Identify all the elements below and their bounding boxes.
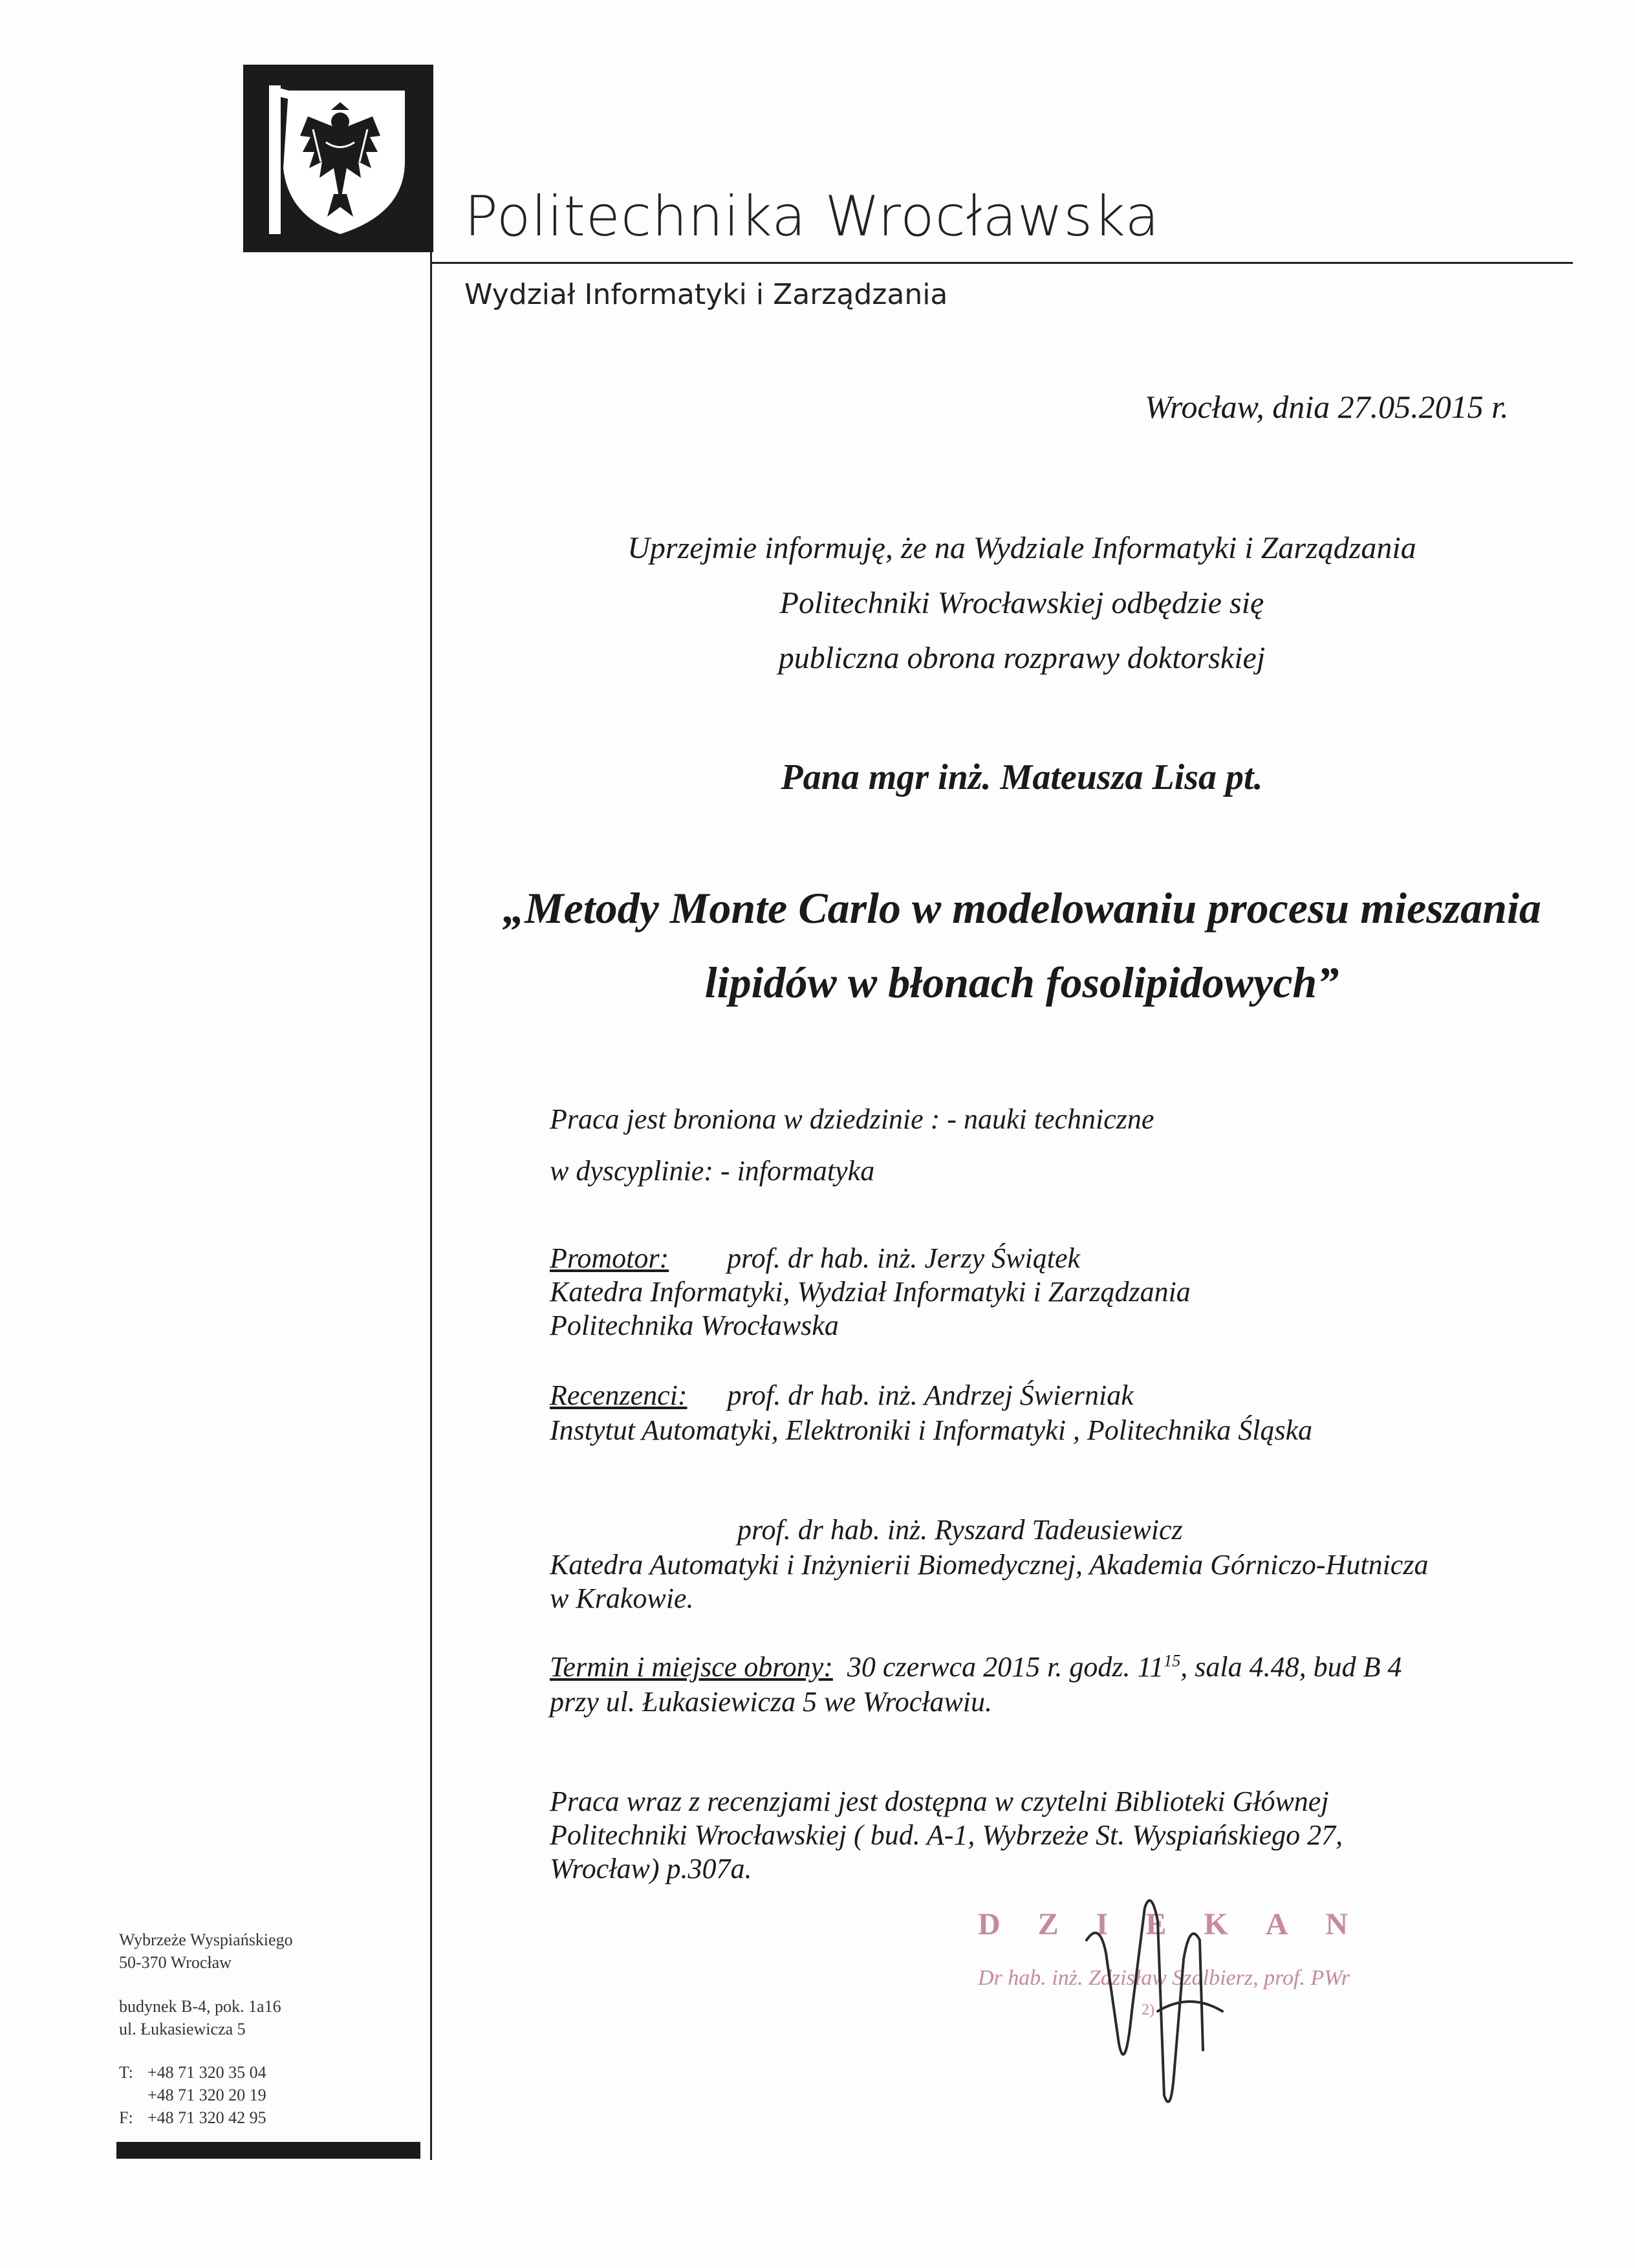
- reviewer-1-unit: Instytut Automatyki, Elektroniki i Informatyki , Politechnika Śląska: [550, 1414, 1313, 1446]
- promotor-label: Promotor:: [550, 1242, 669, 1274]
- address-building: budynek B-4, pok. 1a16: [119, 1997, 281, 2016]
- dean-stamp-title: DZIEKAN: [978, 1907, 1386, 1941]
- defense-room: , sala 4.48, bud B 4: [1180, 1651, 1402, 1683]
- address-postal: 50-370 Wrocław: [119, 1953, 232, 1972]
- dean-stamp-name: Dr hab. inż. Zdzisław Szalbierz, prof. PWr: [978, 1966, 1350, 1990]
- margin-divider: [430, 252, 432, 2160]
- promotor-unit: Katedra Informatyki, Wydział Informatyki i Zarządzania: [550, 1276, 1191, 1308]
- phone-row-1: [119, 2063, 266, 2082]
- reviewer-1-name: prof. dr hab. inż. Andrzej Świerniak: [727, 1379, 1134, 1411]
- dean-stamp-number: 2): [1142, 2002, 1154, 2018]
- defense-row: [550, 1650, 1402, 1683]
- thesis-title-line-2: lipidów w błonach fosolipidowych”: [704, 958, 1339, 1007]
- reviewer-2-name: prof. dr hab. inż. Ryszard Tadeusiewicz: [737, 1514, 1183, 1546]
- promotor-institution: Politechnika Wrocławska: [550, 1310, 839, 1341]
- phone-row-2: [119, 2086, 266, 2105]
- phone-label: T:: [119, 2063, 133, 2082]
- eagle-emblem-icon: [243, 65, 433, 252]
- field-line: Praca jest broniona w dziedzinie : - nauki techniczne: [550, 1103, 1154, 1135]
- address-street-2: ul. Łukasiewicza 5: [119, 2020, 246, 2038]
- defense-where: przy ul. Łukasiewicza 5 we Wrocławiu.: [550, 1686, 993, 1718]
- date-line: Wrocław, dnia 27.05.2015 r.: [1145, 389, 1509, 425]
- phone-number-2: +48 71 320 20 19: [147, 2086, 266, 2104]
- defense-label: Termin i miejsce obrony:: [550, 1651, 833, 1683]
- reviewer-2-city: w Krakowie.: [550, 1582, 694, 1614]
- footer-bar: [116, 2142, 420, 2159]
- promotor-row: [550, 1242, 1080, 1275]
- fax-row: [119, 2108, 266, 2128]
- defense-minutes: 15: [1164, 1651, 1181, 1670]
- reviewer-2-unit: Katedra Automatyki i Inżynierii Biomedycznej, Akademia Górniczo-Hutnicza: [550, 1549, 1429, 1581]
- defense-when: 30 czerwca 2015 r. godz. 11: [847, 1651, 1164, 1683]
- thesis-title-line-1: „Metody Monte Carlo w modelowaniu procesu mieszania: [503, 883, 1541, 933]
- fax-number: +48 71 320 42 95: [147, 2108, 266, 2127]
- candidate-name: Pana mgr inż. Mateusza Lisa pt.: [781, 757, 1263, 797]
- availability-line-1: Praca wraz z recenzjami jest dostępna w czytelni Biblioteki Głównej: [550, 1786, 1329, 1817]
- intro-line-1: Uprzejmie informuję, że na Wydziale Informatyki i Zarządzania: [627, 531, 1416, 565]
- address-street: Wybrzeże Wyspiańskiego: [119, 1930, 293, 1949]
- faculty-name: Wydział Informatyki i Zarządzania: [464, 278, 948, 311]
- intro-line-2: Politechniki Wrocławskiej odbędzie się: [779, 586, 1264, 620]
- university-logo: [243, 65, 433, 252]
- phone-number-1: +48 71 320 35 04: [147, 2063, 266, 2082]
- university-name: Politechnika Wrocławska: [464, 184, 1160, 249]
- header-divider: [431, 262, 1573, 264]
- availability-line-3: Wrocław) p.307a.: [550, 1853, 752, 1885]
- reviewer-1-row: [550, 1379, 1134, 1412]
- discipline-line: w dyscyplinie: - informatyka: [550, 1155, 875, 1187]
- reviewers-label: Recenzenci:: [550, 1379, 688, 1411]
- fax-label: F:: [119, 2108, 133, 2127]
- handwritten-signature: [1061, 1882, 1229, 2115]
- availability-line-2: Politechniki Wrocławskiej ( bud. A-1, Wybrzeże St. Wyspiańskiego 27,: [550, 1819, 1343, 1851]
- promotor-name: prof. dr hab. inż. Jerzy Świątek: [727, 1242, 1081, 1274]
- intro-line-3: publiczna obrona rozprawy doktorskiej: [778, 641, 1266, 675]
